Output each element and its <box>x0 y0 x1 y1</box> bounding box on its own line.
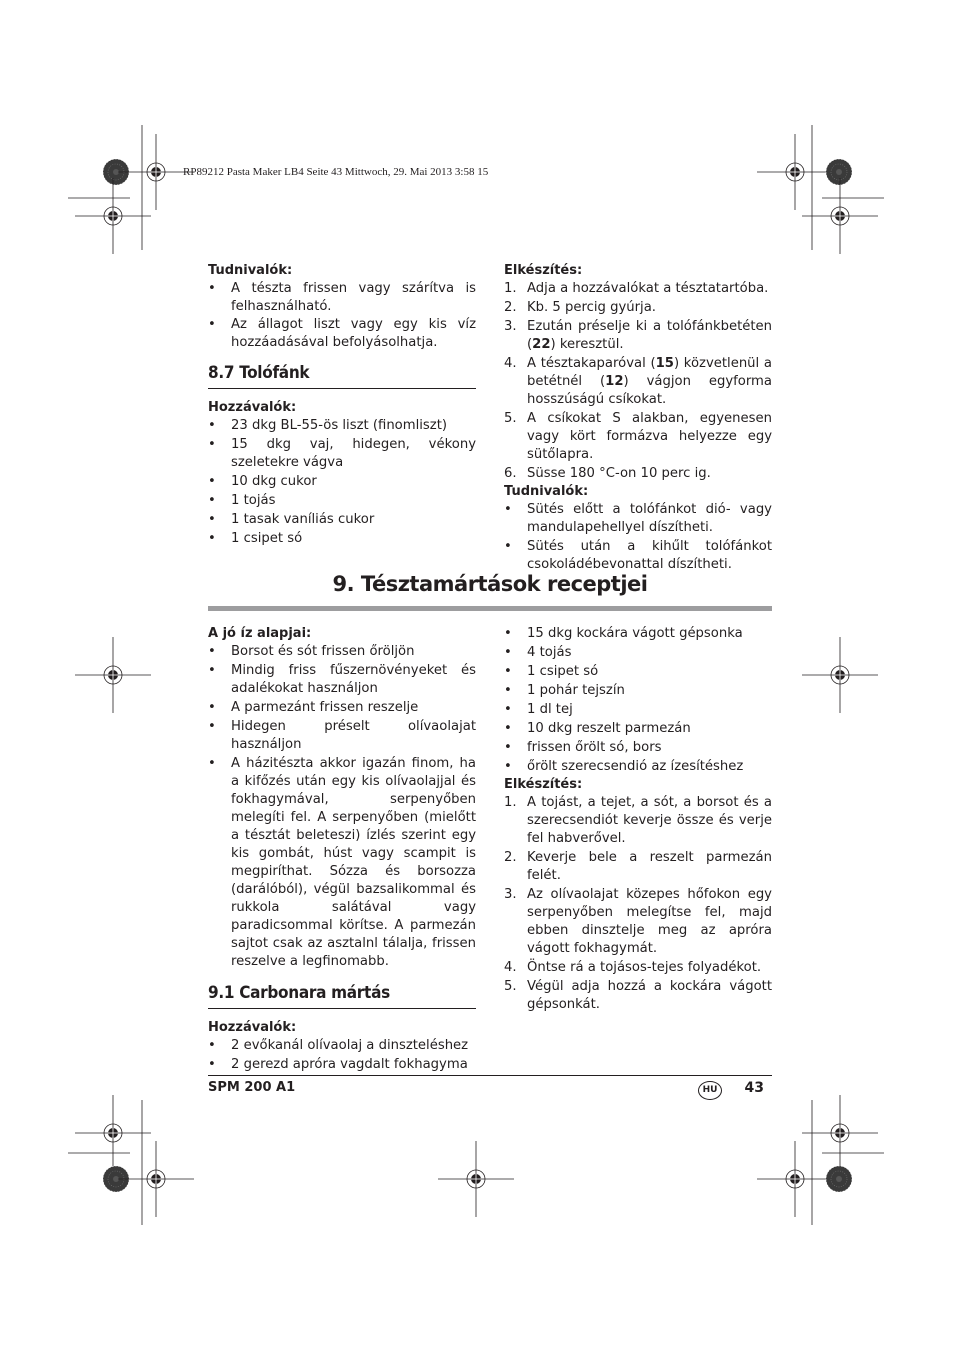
crosshair-mark <box>75 178 151 254</box>
ingredients-list <box>208 417 476 548</box>
color-target-mark <box>826 1166 852 1192</box>
step-item: 3. Ezután préselje ki a tolófánkbetéten (22) keresztül. <box>504 319 772 352</box>
chapter-title: 9. Tésztamártások receptjei <box>332 572 648 596</box>
list-item: • 15 dkg kockára vágott gépsonka <box>504 626 743 641</box>
list-item: • Az állagot liszt vagy egy kis víz hozzáadásával befolyásolhatja. <box>208 317 476 350</box>
crosshair-mark <box>802 637 878 713</box>
step-item: 5. A csíkokat S alakban, egyenesen vagy kört formázva helyezze egy sütőlapra. <box>504 411 772 462</box>
page-footer <box>208 1075 772 1096</box>
prep-label: Elkészítés: <box>504 263 583 278</box>
crosshair-mark <box>757 134 833 210</box>
section-title-tolofank: 8.7 Tolófánk <box>208 364 476 389</box>
step-item: 4. Öntse rá a tojásos-tejes folyadékot. <box>504 960 762 975</box>
basics-label: A jó íz alapjai: <box>208 626 312 641</box>
top-right-column <box>504 262 772 574</box>
page-number: 43 <box>744 1080 764 1096</box>
notes-label: Tudnivalók: <box>208 263 293 278</box>
list-item: • Hidegen préselt olívaolajat használjon <box>208 719 476 752</box>
chapter-rule <box>208 606 772 611</box>
step-item: 6. Süsse 180 °C-on 10 perc ig. <box>504 466 711 481</box>
ingredients-list <box>208 1037 476 1074</box>
model-number: SPM 200 A1 <box>208 1080 296 1095</box>
list-item: • 2 gerezd apróra vagdalt fokhagyma <box>208 1057 468 1072</box>
crosshair-mark <box>75 637 151 713</box>
step-item: 4. A tésztakaparóval (15) közvetlenül a betétnél (12) vágjon egyforma hosszúságú csíkokat. <box>504 356 772 407</box>
list-item: • Sütés után a kihűlt tolófánkot csokoládébevonattal díszítheti. <box>504 539 772 572</box>
step-item: 2. Keverje bele a reszelt parmezán felét. <box>504 850 772 883</box>
crosshair-mark <box>802 178 878 254</box>
language-badge: HU <box>698 1081 722 1100</box>
ingredients-list <box>504 625 772 776</box>
step-item: 3. Az olívaolajat közepes hőfokon egy serpenyőben melegítse fel, majd ebben dinsztelje meg az apróra vágott fokhagymát. <box>504 887 772 956</box>
step-item: 5. Végül adja hozzá a kockára vágott gépsonkát. <box>504 979 772 1012</box>
list-item: • A tészta frissen vagy szárítva is felhasználható. <box>208 281 476 314</box>
step-item: 1. A tojást, a tejet, a sót, a borsot és a szerecsendiót keverje össze és verje fel habverővel. <box>504 795 772 846</box>
list-item: • 4 tojás <box>504 645 572 660</box>
list-item: • 23 dkg BL-55-ös liszt (finomliszt) <box>208 418 448 433</box>
crosshair-mark <box>802 1095 878 1171</box>
list-item: • 1 csipet só <box>504 664 599 679</box>
ingredients-label: Hozzávalók: <box>208 400 297 415</box>
top-left-column <box>208 262 476 548</box>
bottom-right-column <box>504 625 772 1014</box>
ingredients-label: Hozzávalók: <box>208 1020 297 1035</box>
color-target-mark <box>826 159 852 185</box>
list-item: • 1 csipet só <box>208 531 303 546</box>
notes-list <box>504 501 772 574</box>
list-item: • 1 pohár tejszín <box>504 683 625 698</box>
crosshair-mark <box>757 1141 833 1217</box>
list-item: • 10 dkg reszelt parmezán <box>504 721 691 736</box>
list-item: • 1 tojás <box>208 493 276 508</box>
crosshair-mark <box>438 1141 514 1217</box>
chapter-heading <box>208 572 772 611</box>
prep-label: Elkészítés: <box>504 777 583 792</box>
list-item: • Borsot és sót frissen őröljön <box>208 644 415 659</box>
list-item: • 15 dkg vaj, hidegen, vékony szeletekre vágva <box>208 437 476 470</box>
list-item: • 10 dkg cukor <box>208 474 317 489</box>
prep-steps <box>504 794 772 1014</box>
prep-steps <box>504 280 772 483</box>
list-item: • frissen őrölt só, bors <box>504 740 662 755</box>
list-item: • A házitészta akkor igazán finom, ha a kifőzés után egy kis olívaolajjal és fokhagymával, serpenyőben melegíti fel. A serpenyőben (mielőtt a tésztát beleteszi) ízlés szerint egy kis gombát, húst vagy scampit is megpiríthat. Sózza és borsozza (darálóból), végül bazsalikommal és rukkola salátával vagy paradicsommal körítse. A parmezán sajtot csak az asztalnl tálalja, frissen reszelve a legfinomabb. <box>208 756 476 969</box>
list-item: • Mindig friss fűszernövényeket és adalékokat használjon <box>208 663 476 696</box>
list-item: • 2 evőkanál olívaolaj a dinszteléshez <box>208 1038 469 1053</box>
print-header-line: RP89212 Pasta Maker LB4 Seite 43 Mittwoch, 29. Mai 2013 3:58 15 <box>183 166 489 178</box>
crosshair-mark <box>118 1141 194 1217</box>
basics-list <box>208 643 476 971</box>
crosshair-mark <box>75 1095 151 1171</box>
bottom-left-column <box>208 625 476 1074</box>
step-item: 2. Kb. 5 percig gyúrja. <box>504 300 656 315</box>
list-item: • 1 dl tej <box>504 702 573 717</box>
list-item: • A parmezánt frissen reszelje <box>208 700 419 715</box>
section-title-carbonara: 9.1 Carbonara mártás <box>208 984 476 1009</box>
list-item: • őrölt szerecsendió az ízesítéshez <box>504 759 744 774</box>
notes-label: Tudnivalók: <box>504 484 589 499</box>
list-item: • Sütés előtt a tolófánkot dió- vagy mandulapehellyel díszítheti. <box>504 502 772 535</box>
step-item: 1. Adja a hozzávalókat a tésztatartóba. <box>504 281 769 296</box>
list-item: • 1 tasak vaníliás cukor <box>208 512 375 527</box>
notes-list <box>208 280 476 352</box>
